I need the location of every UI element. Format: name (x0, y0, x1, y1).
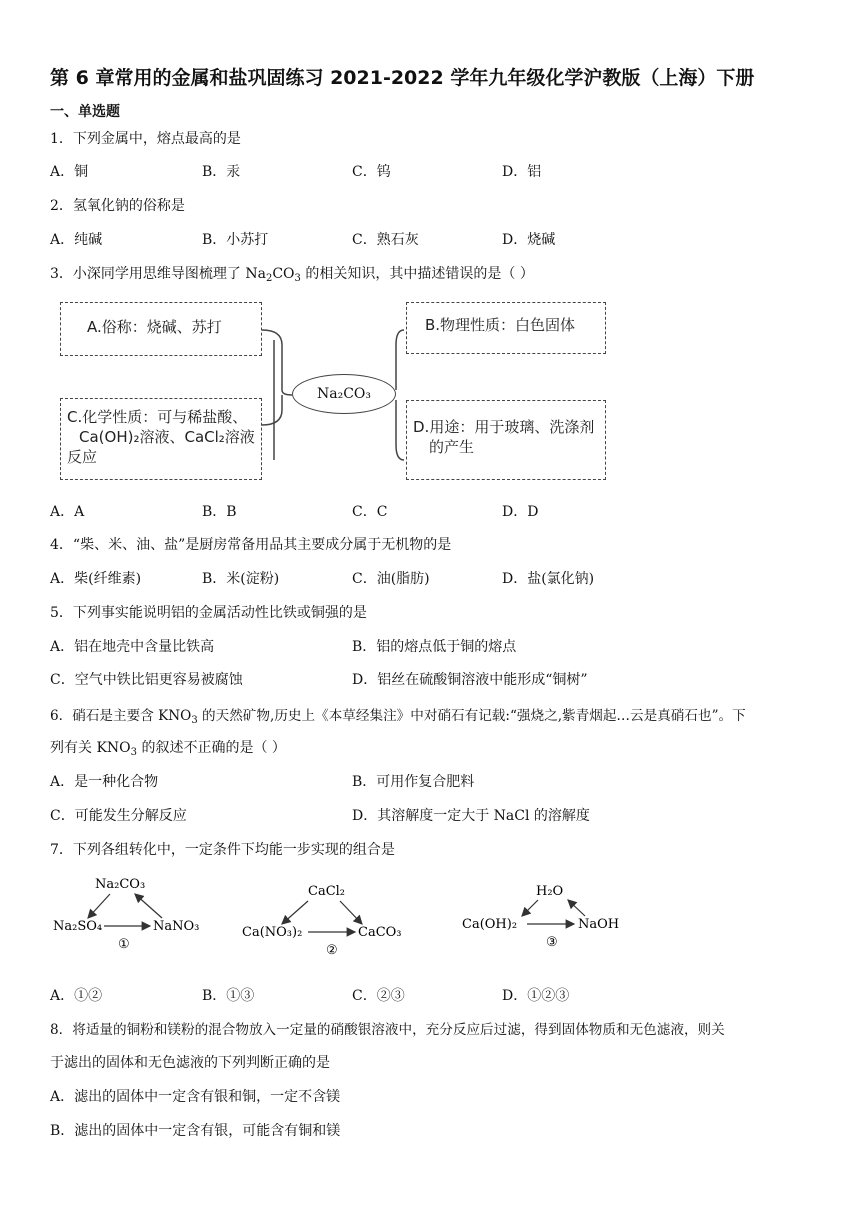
q5-option-b[interactable]: B．铝的熔点低于铜的熔点 (352, 639, 517, 655)
q5-option-a[interactable]: A．铝在地壳中含量比铁高 (50, 639, 215, 655)
g2-right: CaCO₃ (358, 925, 402, 940)
box-c-line-1: C.化学性质：可与稀盐酸、 (67, 408, 248, 426)
q7-option-d[interactable]: D．①②③ (502, 988, 570, 1004)
g2-left: Ca(NO₃)₂ (242, 925, 303, 940)
question-8-stem-line-2: 于滤出的固体和无色滤液的下列判断正确的是 (50, 1055, 330, 1071)
box-d-line-1: D.用途：用于玻璃、洗涤剂 (413, 418, 595, 436)
box-c-line-2: Ca(OH)₂溶液、CaCl₂溶液 (79, 428, 255, 446)
q3-option-b[interactable]: B．B (202, 504, 237, 520)
q4-option-c[interactable]: C．油(脂肪) (352, 571, 430, 587)
q7-option-b[interactable]: B．①③ (202, 988, 255, 1004)
mindmap-box-c (60, 398, 262, 480)
mindmap-box-a: A.俗称：烧碱、苏打 (60, 302, 262, 356)
question-6-stem-line-1: 6．硝石是主要含 $KNO_3$ 的天然矿物,历史上《本草经集注》中对硝石有记载:“强烧之,紫青烟起…云是真硝石也”。下 (50, 708, 746, 726)
question-3-stem: 3．小深同学用思维导图梳理了 $Na_2CO_3$ 的相关知识，其中描述错误的是（ ） (50, 266, 534, 284)
q8-option-b[interactable]: B．滤出的固体中一定含有银，可能含有铜和镁 (50, 1123, 341, 1139)
question-2-stem: 2．氢氧化钠的俗称是 (50, 198, 185, 214)
g3-top: H₂O (536, 884, 564, 899)
mindmap-center: Na₂CO₃ (292, 374, 396, 414)
g3-left: Ca(OH)₂ (462, 917, 518, 932)
question-6-stem-line-2: 列有关 $KNO_3$ 的叙述不正确的是（ ） (50, 740, 286, 758)
box-d-line-2: 的产生 (429, 438, 475, 456)
q7-conversion-diagrams (0, 860, 860, 960)
section-heading: 一、单选题 (50, 104, 120, 120)
q2-option-d[interactable]: D．烧碱 (502, 232, 556, 248)
question-1-stem: 1．下列金属中，熔点最高的是 (50, 131, 241, 147)
q8-option-a[interactable]: A．滤出的固体中一定含有银和铜，一定不含镁 (50, 1089, 341, 1105)
q6-option-c[interactable]: C．可能发生分解反应 (50, 808, 187, 824)
q1-option-b[interactable]: B．汞 (202, 164, 241, 180)
q6-option-b[interactable]: B．可用作复合肥料 (352, 774, 475, 790)
q6-option-d[interactable]: D．其溶解度一定大于 NaCl 的溶解度 (352, 808, 590, 824)
g1-right: NaNO₃ (153, 919, 200, 934)
q2-option-c[interactable]: C．熟石灰 (352, 232, 419, 248)
question-5-stem: 5．下列事实能说明铝的金属活动性比铁或铜强的是 (50, 605, 367, 621)
q5-option-c[interactable]: C．空气中铁比铝更容易被腐蚀 (50, 672, 243, 688)
q4-option-d[interactable]: D．盐(氯化钠) (502, 571, 595, 587)
g2-top: CaCl₂ (308, 884, 346, 899)
q4-option-a[interactable]: A．柴(纤维素) (50, 571, 142, 587)
q1-option-c[interactable]: C．钨 (352, 164, 391, 180)
g3-right: NaOH (578, 917, 620, 932)
q1-option-d[interactable]: D．铝 (502, 164, 542, 180)
question-4-stem: 4．“柴、米、油、盐”是厨房常备用品其主要成分属于无机物的是 (50, 537, 452, 553)
q7-option-c[interactable]: C．②③ (352, 988, 405, 1004)
q4-option-b[interactable]: B．米(淀粉) (202, 571, 280, 587)
q1-option-a[interactable]: A．铜 (50, 164, 89, 180)
q6-option-a[interactable]: A．是一种化合物 (50, 774, 159, 790)
g1-top: Na₂CO₃ (95, 877, 146, 892)
g1-left: Na₂SO₄ (53, 919, 103, 934)
page-title: 第 6 章常用的金属和盐巩固练习 2021-2022 学年九年级化学沪教版（上海）下册 (50, 67, 755, 89)
q3-option-d[interactable]: D．D (502, 504, 539, 520)
mindmap-box-d (406, 400, 606, 480)
q7-option-a[interactable]: A．①② (50, 988, 103, 1004)
g2-num: ② (326, 943, 338, 958)
q3-option-c[interactable]: C．C (352, 504, 388, 520)
q2-option-a[interactable]: A．纯碱 (50, 232, 103, 248)
q5-option-d[interactable]: D．铝丝在硫酸铜溶液中能形成“铜树” (352, 672, 588, 688)
question-8-stem-line-1: 8．将适量的铜粉和镁粉的混合物放入一定量的硝酸银溶液中，充分反应后过滤，得到固体物质和无色滤液，则关 (50, 1022, 725, 1038)
question-7-stem: 7．下列各组转化中，一定条件下均能一步实现的组合是 (50, 842, 395, 858)
g1-num: ① (118, 937, 130, 952)
box-c-line-3: 反应 (67, 448, 98, 466)
q3-option-a[interactable]: A．A (50, 504, 85, 520)
g3-num: ③ (546, 935, 558, 950)
q2-option-b[interactable]: B．小苏打 (202, 232, 269, 248)
mindmap-box-b: B.物理性质：白色固体 (406, 302, 606, 354)
